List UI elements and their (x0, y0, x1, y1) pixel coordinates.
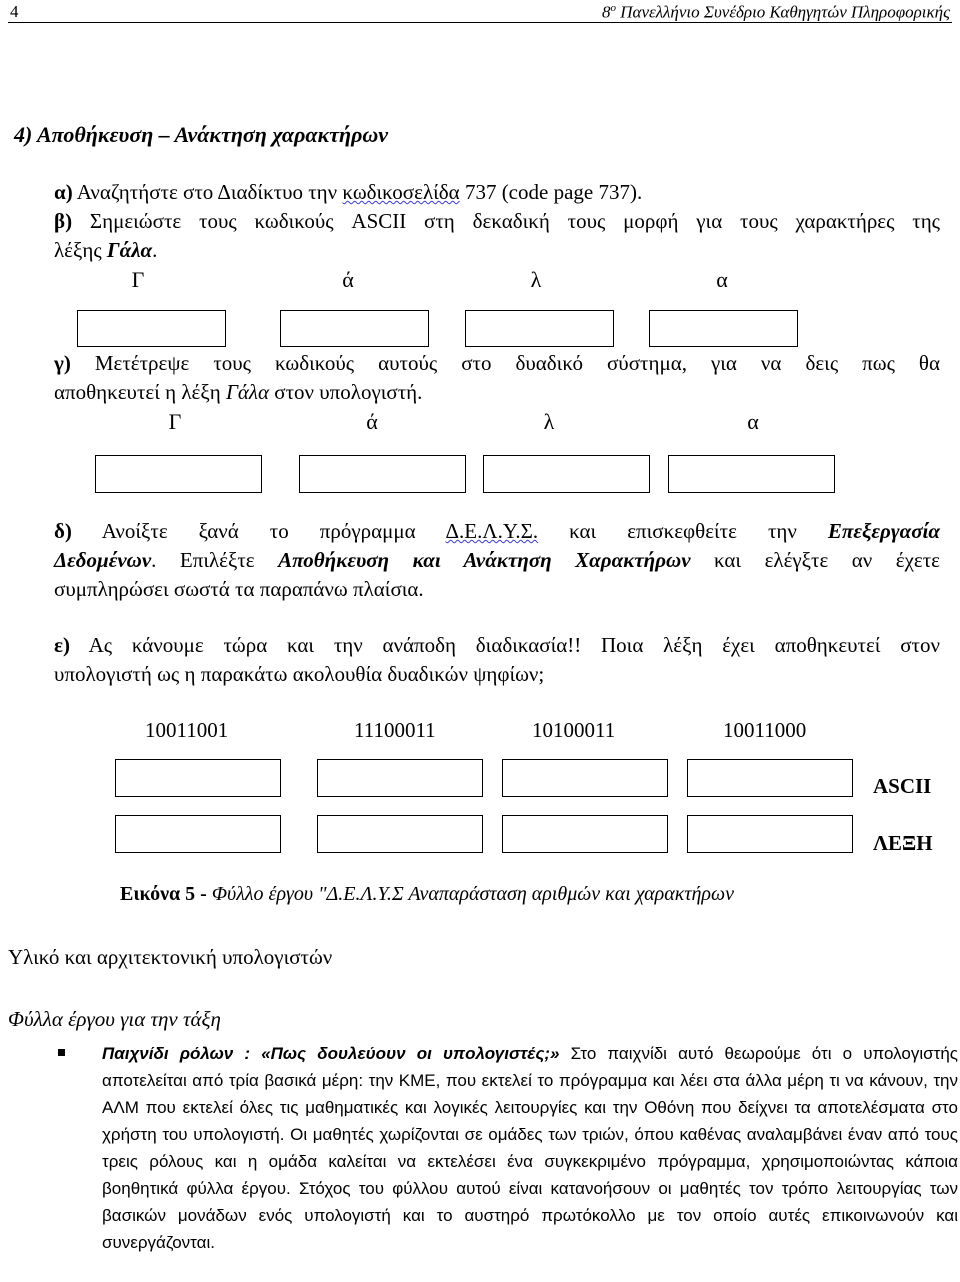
answer-box[interactable] (465, 310, 614, 347)
b-word: Γάλα (106, 238, 153, 262)
running-header (602, 2, 950, 23)
answer-box[interactable] (668, 455, 835, 493)
page-number: 4 (10, 2, 19, 21)
d-line-2-mid: . Επιλέξτε (151, 548, 279, 572)
answer-box[interactable] (77, 310, 226, 347)
ascii-box[interactable] (502, 759, 668, 797)
ascii-box[interactable] (687, 759, 853, 797)
e-line-1: Ας κάνουμε τώρα και την ανάποδη διαδικασία!! Ποια λέξη έχει αποθηκευτεί στον (69, 633, 940, 657)
letter-4: α (716, 267, 728, 292)
a-text-2: 737 (code page 737). (459, 180, 643, 204)
letter-1: Γ (131, 267, 145, 292)
section-heading: Υλικό και αρχιτεκτονική υπολογιστών (8, 945, 333, 969)
letter-2: ά (366, 409, 378, 434)
a-text-wavy: κωδικοσελίδα (342, 180, 460, 204)
letter-1: Γ (168, 409, 182, 434)
c-line-2: αποθηκευτεί η λέξη (54, 380, 226, 404)
instruction-a (54, 178, 940, 207)
label-a: α) (54, 180, 73, 204)
b-line-2: λέξης (54, 238, 107, 262)
bullet-square-icon (58, 1049, 65, 1056)
letter-4: α (747, 409, 759, 434)
d-wavy: Δ.Ε.Λ.Υ.Σ. (445, 519, 539, 543)
letter-2: ά (342, 267, 354, 292)
worksheet-title: 4) Αποθήκευση – Ανάκτηση χαρακτήρων (14, 122, 389, 147)
conference-ordinal-sup: ο (610, 2, 616, 14)
d-line-3: συμπληρώσει σωστά τα παραπάνω πλαίσια. (54, 577, 424, 601)
binary-code: 11100011 (354, 718, 436, 742)
letter-3: λ (530, 267, 542, 292)
label-e: ε) (54, 633, 70, 657)
d-line-2-end: και ελέγξτε αν έχετε (690, 548, 940, 572)
c-line-2-end: στον υπολογιστή. (269, 380, 423, 404)
d-line-1: Ανοίξτε ξανά το πρόγραμμα (71, 519, 446, 543)
d-bold-2: Δεδομένων (54, 548, 152, 572)
caption-label: Εικόνα 5 - (120, 883, 212, 905)
instruction-c (54, 349, 940, 407)
b-line-1: Σημειώστε τους κωδικούς ASCII στη δεκαδική τους μορφή για τους χαρακτήρες της (72, 209, 940, 233)
word-box[interactable] (687, 815, 853, 853)
d-bold-3: Αποθήκευση και Ανάκτηση Χαρακτήρων (278, 548, 691, 572)
word-row-label: ΛΕΞΗ (873, 831, 933, 855)
c-line-1: Μετέτρεψε τους κωδικούς αυτούς στο δυαδικό σύστημα, για να δεις πως θα (70, 351, 940, 375)
header-rule (8, 22, 952, 23)
answer-box[interactable] (649, 310, 798, 347)
conference-name: Πανελλήνιο Συνέδριο Καθηγητών Πληροφορικής (616, 2, 950, 22)
binary-code: 10011001 (145, 718, 229, 742)
ascii-box[interactable] (317, 759, 483, 797)
answer-box[interactable] (483, 455, 650, 493)
answer-box[interactable] (280, 310, 429, 347)
answer-box[interactable] (299, 455, 466, 493)
bullet-text: Στο παιχνίδι αυτό θεωρούμε ότι ο υπολογιστής αποτελείται από τρία βασικά μέρη: την ΚΜΕ, που εκτελεί το πρόγραμμα και λέει στα άλλα μέρη τι να κάνουν, την ΑΛΜ που εκτελεί όλες τις μαθηματικές και λογικές λειτουργίες και την Οθόνη που δείχνει τα αποτελέσματα στο χρήστη του υπολογιστή. Οι μαθητές χωρίζονται σε ομάδες των τριών, όπου καθένας αναλαμβάνει έναν από τους τρεις ρόλους και η ομάδα καλείται να εκτελέσει ένα συγκεκριμένο πρόγραμμα, χρησιμοποιώντας κάποια βοηθητικά φύλλα έργου. Στόχος του φύλλου αυτού είναι κατανοήσουν οι μαθητές τον τρόπο λειτουργίας των βασικών μονάδων ενός υπολογιστή και το αυστηρό πρωτόκολλο με τον οποίο αυτές επικοινωνούν και συνεργάζονται. (102, 1044, 958, 1252)
bullet-lead: Παιχνίδι ρόλων : «Πως δουλεύουν οι υπολογιστές;» (102, 1044, 560, 1063)
b-line-2-end: . (152, 238, 158, 262)
e-line-2: υπολογιστή ως η παρακάτω ακολουθία δυαδικών ψηφίων; (54, 662, 545, 686)
word-box[interactable] (115, 815, 281, 853)
binary-code: 10100011 (532, 718, 616, 742)
a-text-1: Αναζητήστε στο Διαδίκτυο την (72, 180, 343, 204)
letter-3: λ (543, 409, 555, 434)
instruction-d (54, 517, 940, 604)
label-b: β) (54, 209, 73, 233)
label-c: γ) (54, 351, 71, 375)
ascii-box[interactable] (115, 759, 281, 797)
word-box[interactable] (317, 815, 483, 853)
figure-caption (120, 883, 734, 906)
label-d: δ) (54, 519, 72, 543)
word-box[interactable] (502, 815, 668, 853)
c-word: Γάλα (225, 380, 270, 404)
ascii-row-label: ASCII (873, 774, 932, 798)
instruction-b (54, 207, 940, 265)
instruction-e (54, 631, 940, 689)
subsection-heading: Φύλλα έργου για την τάξη (8, 1007, 221, 1031)
answer-box[interactable] (95, 455, 262, 493)
bullet-paragraph (102, 1040, 958, 1256)
d-bold-1: Επεξεργασία (827, 519, 940, 543)
d-line-1-mid: και επισκεφθείτε την (538, 519, 828, 543)
conference-ordinal: 8 (602, 2, 611, 22)
binary-code: 10011000 (723, 718, 807, 742)
caption-text: Φύλλο έργου "Δ.Ε.Λ.Υ.Σ Αναπαράσταση αριθμών και χαρακτήρων (211, 883, 735, 905)
